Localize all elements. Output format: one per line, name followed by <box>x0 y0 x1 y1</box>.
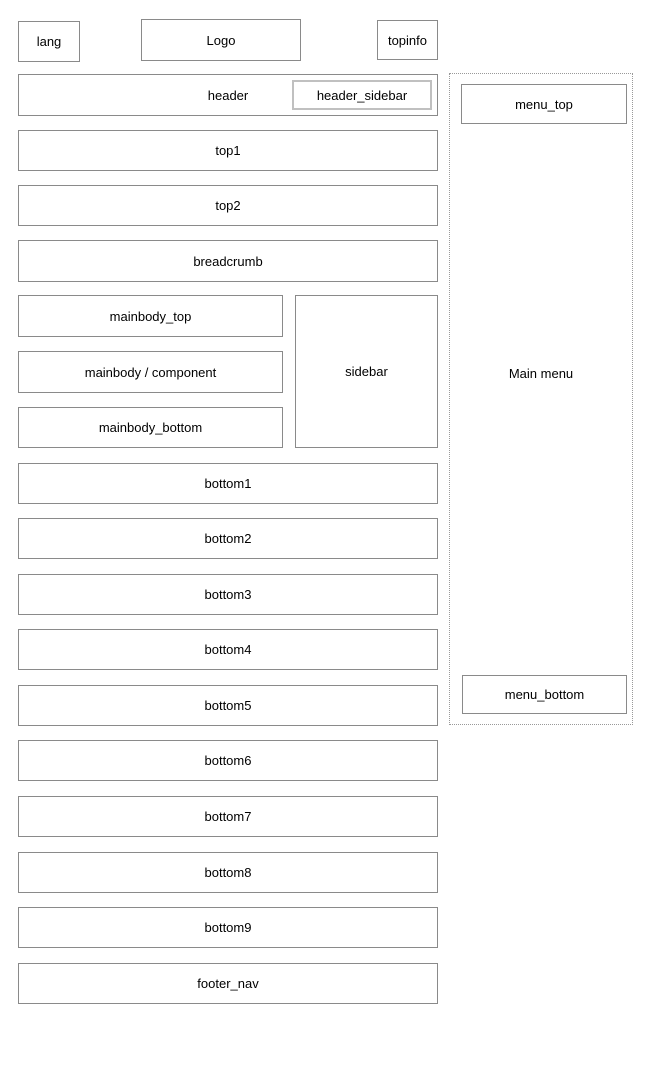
bottom3-label: bottom3 <box>204 587 252 602</box>
bottom1-box <box>18 463 438 504</box>
bottom1-label: bottom1 <box>204 476 252 491</box>
bottom8-label: bottom8 <box>204 865 252 880</box>
mainbody-bottom-box <box>18 407 283 448</box>
mainbody-component-label: mainbody / component <box>84 364 217 380</box>
mainbody-top-label: mainbody_top <box>109 308 192 324</box>
bottom6-box <box>18 740 438 781</box>
top1-box <box>18 130 438 171</box>
bottom9-label: bottom9 <box>204 920 252 935</box>
bottom6-label: bottom6 <box>204 753 252 768</box>
bottom3-box <box>18 574 438 615</box>
main-menu-region <box>449 73 633 725</box>
header-sidebar-label: header_sidebar <box>316 87 408 103</box>
bottom7-label: bottom7 <box>204 809 252 824</box>
bottom5-box <box>18 685 438 726</box>
mainbody-bottom-label: mainbody_bottom <box>98 420 203 435</box>
bottom4-box <box>18 629 438 670</box>
top1-label: top1 <box>215 143 241 158</box>
bottom8-box <box>18 852 438 893</box>
topinfo-box <box>377 20 438 60</box>
header-sidebar-box <box>292 80 432 110</box>
mainbody-component-box <box>18 351 283 393</box>
bottom9-box <box>18 907 438 948</box>
bottom5-label: bottom5 <box>204 698 252 713</box>
footer-nav-box <box>18 963 438 1004</box>
logo-box <box>141 19 301 61</box>
breadcrumb-label: breadcrumb <box>193 253 263 269</box>
top2-box <box>18 185 438 226</box>
topinfo-label: topinfo <box>387 32 428 48</box>
bottom7-box <box>18 796 438 837</box>
menu-bottom-label: menu_bottom <box>504 687 585 702</box>
top2-label: top2 <box>215 198 241 213</box>
breadcrumb-box <box>18 240 438 282</box>
mainbody-top-box <box>18 295 283 337</box>
lang-box <box>18 21 80 62</box>
menu-top-label: menu_top <box>515 96 573 112</box>
menu-top-box <box>461 84 627 124</box>
sidebar-label: sidebar <box>345 364 388 379</box>
header-label: header <box>207 87 249 103</box>
bottom2-box <box>18 518 438 559</box>
logo-label: Logo <box>206 32 236 48</box>
footer-nav-label: footer_nav <box>197 976 259 991</box>
main-menu-label: Main menu <box>508 366 574 381</box>
menu-bottom-box <box>462 675 627 714</box>
bottom4-label: bottom4 <box>204 642 252 657</box>
lang-label: lang <box>36 34 62 49</box>
header-box <box>18 74 438 116</box>
bottom2-label: bottom2 <box>204 531 252 546</box>
sidebar-box <box>295 295 438 448</box>
